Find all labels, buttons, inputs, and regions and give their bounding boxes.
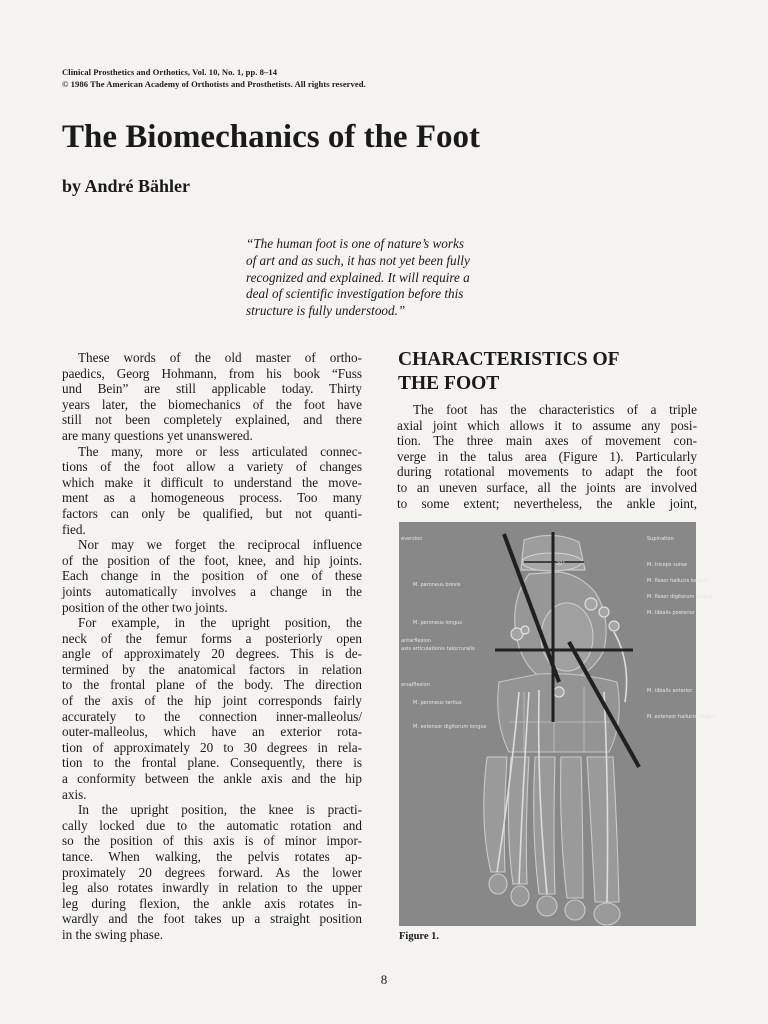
label-flexor-hallucis-longus: M. flexor hallucis longus — [647, 578, 708, 584]
body-line: verge in the talus area (Figure 1). Particularly — [397, 448, 697, 464]
body-line: of the position of the foot, knee, and hip joints. — [62, 552, 362, 568]
epigraph-line: recognized and explained. It will require a — [246, 269, 470, 285]
page-number: 8 — [380, 972, 388, 987]
journal-citation: Clinical Prosthetics and Orthotics, Vol. 10, No. 1, pp. 8–14 — [62, 67, 278, 77]
body-line: in the swing phase. — [62, 926, 164, 942]
epigraph-line: deal of scientific investigation before this — [246, 286, 464, 302]
journal-header — [62, 66, 366, 90]
body-line: tions of the foot allow a variety of changes — [62, 459, 362, 475]
section-heading-line: THE FOOT — [398, 373, 500, 394]
copyright-notice: © 1986 The American Academy of Orthotists and Prosthetists. All rights reserved. — [62, 79, 366, 89]
body-line: outer-malleolus, which have an exterior rota- — [62, 724, 362, 740]
body-line: axial joint which allows it to assume any posi- — [397, 417, 697, 433]
body-line: position of the other two joints. — [62, 599, 228, 615]
body-line: tance. When walking, the pelvis rotates ap- — [62, 849, 362, 864]
label-tibialis-anterior: M. tibialis anterior — [647, 688, 693, 694]
label-extensor-hallucis-longus: M. extensor hallucis longus — [647, 714, 716, 720]
body-line: so the position of this axis is of minor impor- — [62, 833, 362, 849]
body-line: wardly and the foot takes up a straight position — [62, 911, 362, 927]
figure-caption: Figure 1. — [399, 931, 440, 942]
label-tibialis-posterior: M. tibialis posterior — [647, 610, 695, 616]
body-line: ment as a homogeneous process. Too many — [62, 490, 362, 506]
body-line: For example, in the upright position, the — [78, 615, 362, 631]
body-line: to an uneven surface, all the joints are involved — [397, 479, 697, 495]
label-plantarflexion: antarflexion — [401, 638, 432, 644]
body-line: Nor may we forget the reciprocal influence — [78, 537, 362, 553]
body-line: und Bein” are still applicable today. Thirty — [62, 381, 362, 397]
body-line: The many, more or less articulated connec- — [78, 443, 362, 459]
body-line: a conformity between the ankle axis and the hip — [62, 771, 362, 787]
epigraph-line: structure is fully understood.” — [246, 303, 406, 319]
label-supination: Supination — [647, 536, 674, 542]
body-line: neck of the femur forms a posteriorly open — [62, 630, 362, 646]
body-line: leg during flexion, the ankle axis rotates in- — [62, 895, 362, 911]
label-talocrural-axis: axis articulationis talocruralis — [401, 646, 475, 652]
author-byline: by André Bähler — [62, 176, 191, 196]
body-line: proximately 20 degrees forward. As the lower — [62, 864, 362, 880]
label-eversion: eversion — [401, 536, 423, 542]
angle-label: 20° — [556, 561, 565, 567]
body-line: years later, the biomechanics of the foot have — [62, 396, 362, 412]
label-flexor-digitorum-longus: M. flexor digitorum longus — [647, 594, 713, 600]
body-line: The foot has the characteristics of a triple — [413, 402, 697, 417]
body-line: paedics, Georg Hohmann, from his book “Fuss — [62, 365, 362, 381]
body-line: In the upright position, the knee is practi- — [78, 802, 362, 818]
label-triceps-surae: M. triceps surae — [647, 562, 688, 568]
body-line: termined by the anatomical factors in relation — [62, 661, 362, 677]
label-peroneus-brevis: M. peroneus brevis — [413, 582, 461, 588]
epigraph — [246, 236, 536, 320]
body-line: joints automatically involves a change in the — [62, 583, 362, 599]
body-line: accurately to the connection inner-malleolus/ — [62, 708, 362, 724]
body-line: are many questions yet unanswered. — [62, 427, 253, 443]
body-line: still not been completely explained, and there — [62, 412, 362, 428]
midfoot-bones — [498, 674, 619, 752]
body-line: tion. The three main axes of movement con- — [397, 433, 697, 449]
body-line: factors can only be qualified, but not quanti- — [62, 505, 362, 521]
body-line: cally locked due to the automatic rotation and — [62, 817, 362, 833]
foot-anatomy-figure — [399, 522, 716, 926]
body-line: Each change in the position of one of these — [62, 568, 362, 584]
talus-shape — [541, 603, 593, 671]
body-line: axis. — [62, 786, 87, 802]
epigraph-line: “The human foot is one of nature’s works — [246, 236, 464, 251]
body-line: angle of approximately 20 degrees. This is de- — [62, 646, 362, 662]
article-title: The Biomechanics of the Foot — [62, 119, 480, 155]
section-heading-line: CHARACTERISTICS OF — [398, 349, 620, 370]
body-line: leg also rotates inwardly in relation to the upper — [62, 880, 362, 896]
foot-skeleton-illustration — [399, 522, 716, 926]
body-line: to some extent; nevertheless, the ankle joint, — [397, 495, 697, 511]
body-line: to the frontal plane of the body. The direction — [62, 677, 362, 693]
body-line: of the axis of the hip joint corresponds fairly — [62, 693, 362, 709]
label-peroneus-longus: M. peroneus longus — [413, 620, 462, 626]
body-line: tion to the frontal plane. Consequently, there is — [62, 755, 362, 771]
body-line: fied. — [62, 521, 86, 537]
label-extensor-digitorum-longus: M. extensor digitorum longus — [413, 724, 487, 730]
body-line: during rotational movements to adapt the foot — [397, 464, 697, 480]
label-dorsalflexion: ersalflexion — [401, 682, 430, 688]
left-column-body — [62, 350, 362, 943]
body-line: These words of the old master of ortho- — [78, 350, 362, 365]
label-peroneus-tertius: M. peroneus tertius — [413, 700, 462, 706]
body-line: which make it difficult to understand the move- — [62, 474, 362, 490]
right-column-body — [397, 402, 697, 511]
epigraph-line: of art and as such, it has not yet been fully — [246, 252, 470, 268]
section-heading — [398, 348, 620, 396]
body-line: tion of approximately 20 to 30 degrees in rela- — [62, 739, 362, 755]
